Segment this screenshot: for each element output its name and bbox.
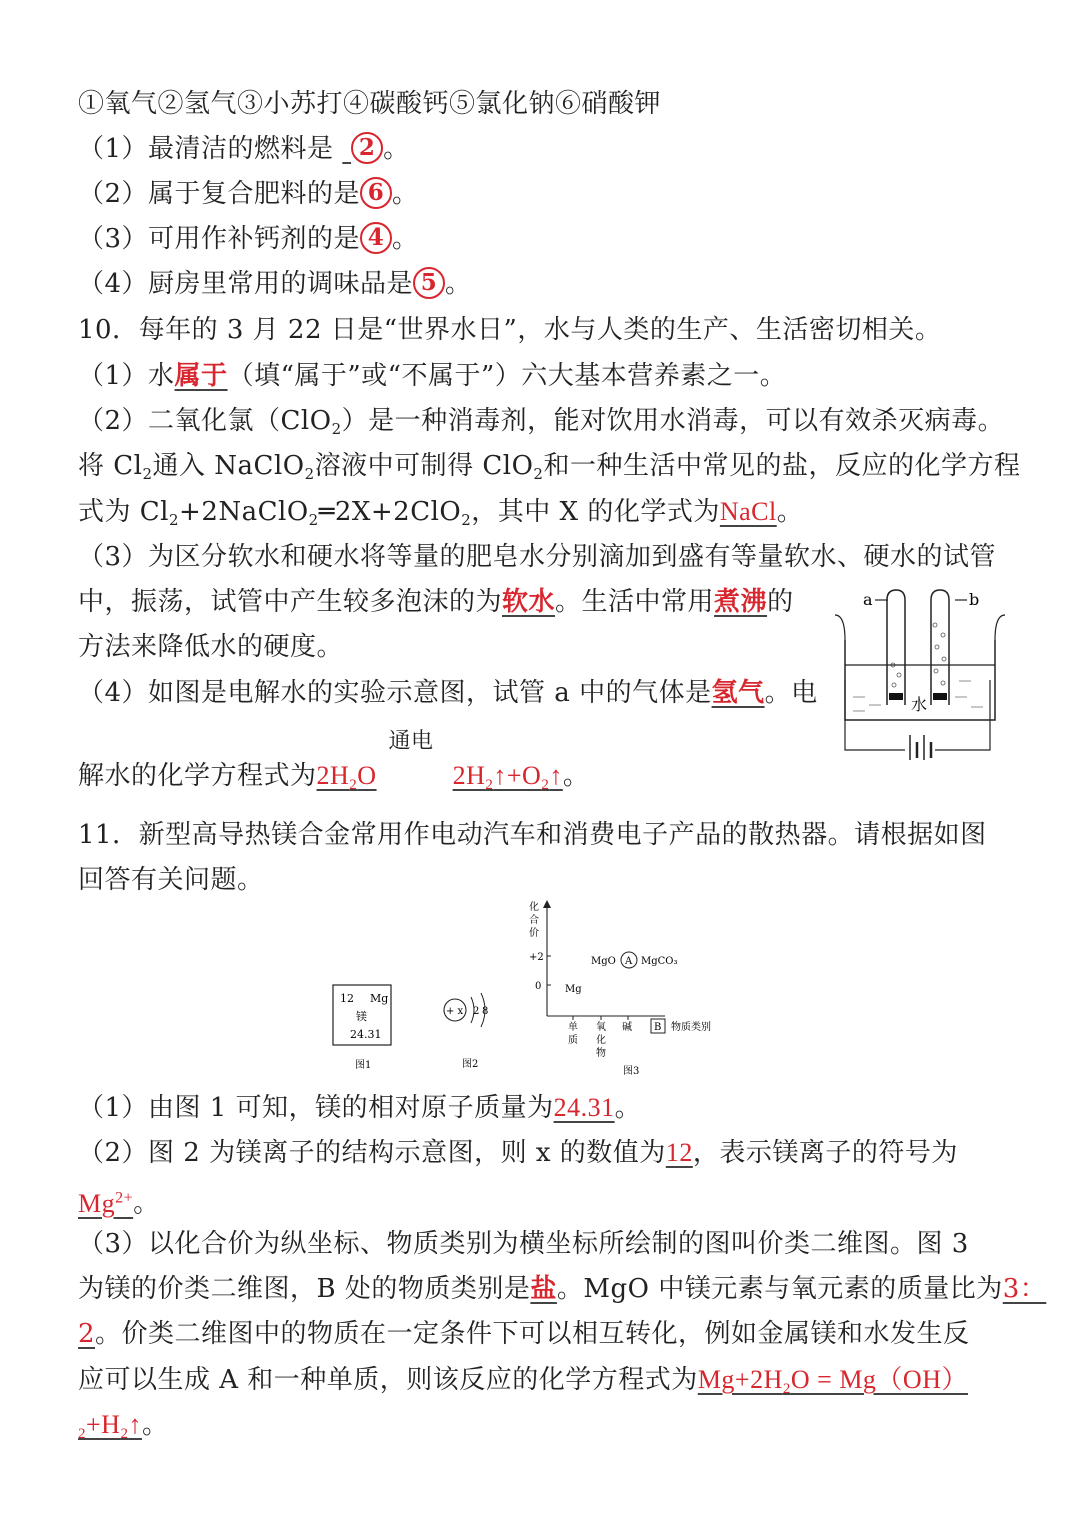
q10-part2-answer: NaCl: [719, 497, 777, 526]
q11-part3-answer2b: 2: [78, 1319, 96, 1349]
y-axis-label-1: 化: [529, 902, 539, 913]
q11-intro-line1: 11．新型高导热镁合金常用作电动汽车和消费电子产品的散热器。请根据如图: [78, 820, 987, 850]
q10-part2-l1-b: ）是一种消毒剂，能对饮用水消毒，可以有效杀灭病毒。: [341, 406, 1005, 436]
q9-part2-text: （2）属于复合肥料的是: [78, 179, 361, 209]
x-label-base: 碱: [622, 1022, 632, 1033]
bubbles: [891, 623, 946, 687]
q10-part4-answer: 氢气: [711, 678, 765, 708]
eq-mid: ↑+O: [493, 761, 542, 790]
q10-part2-l2-c: 溶液中可制得 ClO: [314, 451, 534, 481]
q10-part3-answer2: 煮沸: [714, 587, 768, 617]
q10-part3-l2-b: 。生活中常用: [555, 587, 715, 617]
figure1-caption: 图1: [355, 1060, 372, 1071]
q10-part2-l2-d: 和一种生活中常见的盐，反应的化学方程: [543, 451, 1021, 481]
element-symbol: Mg: [370, 992, 389, 1005]
q9-part1: [78, 129, 410, 169]
q11-intro-line2: 回答有关问题。: [78, 865, 264, 895]
q11-part1-answer: 24.31: [553, 1093, 615, 1122]
q11-part1-text: （1）由图 1 可知，镁的相对原子质量为: [78, 1093, 554, 1123]
x-label-oxide-3: 物: [596, 1048, 606, 1059]
q9-part2-answer: [360, 179, 392, 209]
q10-intro: 10．每年的 3 月 22 日是“世界水日”，水与人类的生产、生活密切相关。: [78, 315, 942, 345]
q9-part4-text: （4）厨房里常用的调味品是: [78, 269, 414, 299]
q10-part2-l3-a: 式为 Cl: [78, 497, 169, 527]
q10-part1-a: （1）水: [78, 361, 175, 391]
q11-part3-line1: （3）以化合价为纵坐标、物质类别为横坐标所绘制的图叫价类二维图。图 3: [78, 1229, 969, 1259]
subscript: 2: [168, 511, 180, 529]
figure3-caption: 图3: [623, 1066, 640, 1077]
y-axis-arrow: [543, 900, 551, 908]
test-tube-b: [931, 590, 949, 705]
element-name: 镁: [356, 1010, 367, 1023]
q10-part1-answer: 属于: [174, 361, 228, 391]
q9-part2-end: 。: [392, 179, 419, 209]
electrode-left: [889, 693, 903, 700]
figure2-ion-structure: [438, 985, 508, 1075]
q11-part3-line4: [78, 1360, 968, 1409]
q11-equation-part2: [78, 1410, 142, 1442]
q10-part4-l2-a: 解水的化学方程式为: [78, 761, 317, 791]
y-axis-label-2: 合: [529, 915, 539, 926]
y-tick-plus2: +2: [529, 952, 544, 963]
point-mg: Mg: [565, 984, 582, 995]
q11-part3-line5: [78, 1405, 168, 1454]
q9-part3-circled-answer: 4: [360, 222, 392, 254]
label-a: a: [863, 590, 873, 609]
q9-part4-end: 。: [445, 269, 472, 299]
side-arc-right: [995, 615, 1005, 640]
subscript: 2: [308, 511, 319, 529]
subscript: 2: [485, 777, 494, 793]
period: 。: [141, 1410, 169, 1440]
q9-part1-circled-answer: 2: [351, 132, 383, 164]
q10-part3-answer1: 软水: [502, 587, 556, 617]
mg-symbol: Mg: [78, 1188, 116, 1218]
q9-part1-end: 。: [383, 134, 410, 164]
q10-part2-l2-b: 通入 NaClO: [152, 451, 305, 481]
eq-arrow: ↑: [128, 1410, 142, 1439]
period: 。: [776, 497, 804, 527]
eq-o-mgoh: O = Mg（OH）: [790, 1365, 968, 1394]
eq-mg-2h: Mg+2H: [697, 1365, 783, 1394]
subscript: 2: [541, 777, 550, 793]
point-mgco3: MgCO₃: [641, 956, 678, 967]
y-tick-zero: 0: [535, 981, 542, 992]
reaction-condition: 通电: [388, 729, 434, 754]
q11-part3-l3: 。价类二维图中的物质在一定条件下可以相互转化，例如金属镁和水发生反: [95, 1319, 970, 1349]
q10-part2-line1: [78, 401, 1004, 449]
period: 。: [133, 1188, 160, 1219]
eq-h: +H: [86, 1410, 121, 1439]
q11-part1: [78, 1088, 641, 1128]
q11-part3-answer1: 盐: [530, 1274, 557, 1304]
q10-part2-l3-d: ，其中 X 的化学式为: [471, 497, 720, 527]
wire-left: [845, 680, 905, 750]
eq-h2: 2H: [452, 761, 486, 790]
shell1-electrons: 2: [473, 1006, 480, 1017]
shell2-electrons: 8: [482, 1006, 489, 1017]
x-label-single-1: 单: [568, 1022, 578, 1033]
eq-o: O: [357, 761, 377, 790]
q10-part2-l2-a: 将 Cl: [78, 451, 143, 481]
figure1-element-card: [330, 980, 400, 1075]
point-a: A: [625, 956, 633, 967]
q10-part4-line1: [78, 673, 818, 713]
q10-part3-l2-a: 中，振荡，试管中产生较多泡沫的为: [78, 587, 503, 617]
q10-part3-line2: [78, 582, 794, 622]
eq-end: ↑: [549, 761, 563, 790]
subscript: 2: [331, 420, 342, 438]
q9-part3-text: （3）可用作补钙剂的是: [78, 224, 361, 254]
q10-part2-l1-a: （2）二氧化氯（ClO: [78, 406, 332, 436]
q11-part3-l2-a: 为镁的价类二维图，B 处的物质类别是: [78, 1274, 531, 1304]
q11-part3-line3: [78, 1314, 970, 1354]
subscript: 2: [142, 465, 153, 483]
q11-part2-line2: [78, 1178, 160, 1224]
side-arc-left: [835, 615, 845, 640]
q10-part2-l3-b: +2NaClO: [179, 497, 309, 527]
test-tube-a: [887, 590, 905, 705]
q10-part3-line3: 方法来降低水的硬度。: [78, 632, 344, 662]
subscript: 2: [78, 1426, 86, 1442]
q10-part1: [78, 356, 786, 396]
x-label-oxide-2: 化: [596, 1035, 606, 1046]
mg-charge: 2+: [115, 1189, 134, 1206]
q9-options: ①氧气②氢气③小苏打④碳酸钙⑤氯化钠⑥硝酸钾: [78, 89, 662, 119]
q9-part2-circled-answer: 6: [360, 177, 392, 209]
q11-part3-line2: [78, 1269, 1046, 1309]
q9-part1-text: （1）最清洁的燃料是: [78, 134, 334, 164]
q11-part2-answer1: 12: [665, 1138, 693, 1167]
subscript: 2: [461, 511, 472, 529]
q9-part4-answer: [413, 269, 445, 299]
q9-part4: [78, 264, 472, 304]
q10-part3-line1: （3）为区分软水和硬水将等量的肥皂水分别滴加到盛有等量软水、硬水的试管: [78, 542, 997, 572]
q9-part3-answer: [360, 224, 392, 254]
q10-part3-l2-c: 的: [767, 587, 794, 617]
q11-part2-l1-a: （2）图 2 为镁离子的结构示意图，则 x 的数值为: [78, 1138, 666, 1168]
electrode-right: [933, 693, 947, 700]
period: 。: [614, 1093, 642, 1123]
q10-part4-line2: [78, 729, 590, 805]
electrolysis-apparatus-figure: [835, 585, 1005, 760]
q11-part3-answer2a: 3：: [1002, 1274, 1047, 1304]
q10-part4-l1-a: （4）如图是电解水的实验示意图，试管 a 中的气体是: [78, 678, 712, 708]
y-axis-label-3: 价: [529, 928, 539, 939]
q9-part4-circled-answer: 5: [413, 267, 445, 299]
eq-2h: 2H: [316, 761, 350, 790]
q11-equation-part1: [697, 1365, 968, 1397]
q9-part1-answer: [342, 134, 383, 164]
q10-part4-l1-b: 。电: [764, 678, 818, 708]
equation-answer: [316, 761, 563, 793]
subscript: 2: [782, 1381, 791, 1397]
q11-part3-l4-a: 应可以生成 A 和一种单质，则该反应的化学方程式为: [78, 1365, 698, 1395]
element-mass: 24.31: [350, 1028, 382, 1041]
x-axis-title: 物质类别: [671, 1022, 711, 1033]
q11-part2-l1-b: ，表示镁离子的符号为: [692, 1138, 958, 1168]
q9-part3: [78, 219, 419, 259]
q9-part3-end: 。: [392, 224, 419, 254]
figure3-valence-category-chart: [525, 898, 730, 1078]
q10-part2-line3: [78, 492, 803, 540]
x-label-b: B: [654, 1022, 662, 1033]
q10-part2-line2: [78, 446, 1020, 494]
x-label-oxide-1: 氧: [596, 1022, 606, 1033]
q11-part3-l2-b: 。MgO 中镁元素与氧元素的质量比为: [556, 1274, 1003, 1304]
nucleus-charge: + x: [446, 1006, 464, 1017]
label-b: b: [969, 590, 980, 609]
subscript: 2: [533, 465, 544, 483]
element-number: 12: [340, 992, 354, 1005]
label-water: 水: [911, 695, 928, 714]
subscript: 2: [304, 465, 315, 483]
subscript: 2: [349, 777, 358, 793]
subscript: 2: [120, 1426, 129, 1442]
q9-part2: [78, 174, 419, 214]
q11-part2-line1: [78, 1133, 958, 1173]
x-label-single-2: 质: [568, 1035, 578, 1046]
q10-part1-b: （填“属于”或“不属于”）六大基本营养素之一。: [227, 361, 787, 391]
point-mgo: MgO: [591, 956, 616, 967]
period: 。: [562, 761, 590, 791]
figure2-caption: 图2: [462, 1059, 479, 1070]
q10-electrolysis-equation: [316, 729, 563, 805]
q11-part2-answer2: [78, 1189, 133, 1218]
q10-part2-l3-c: ═2X+2ClO: [318, 497, 462, 527]
wire-right: [935, 680, 990, 750]
